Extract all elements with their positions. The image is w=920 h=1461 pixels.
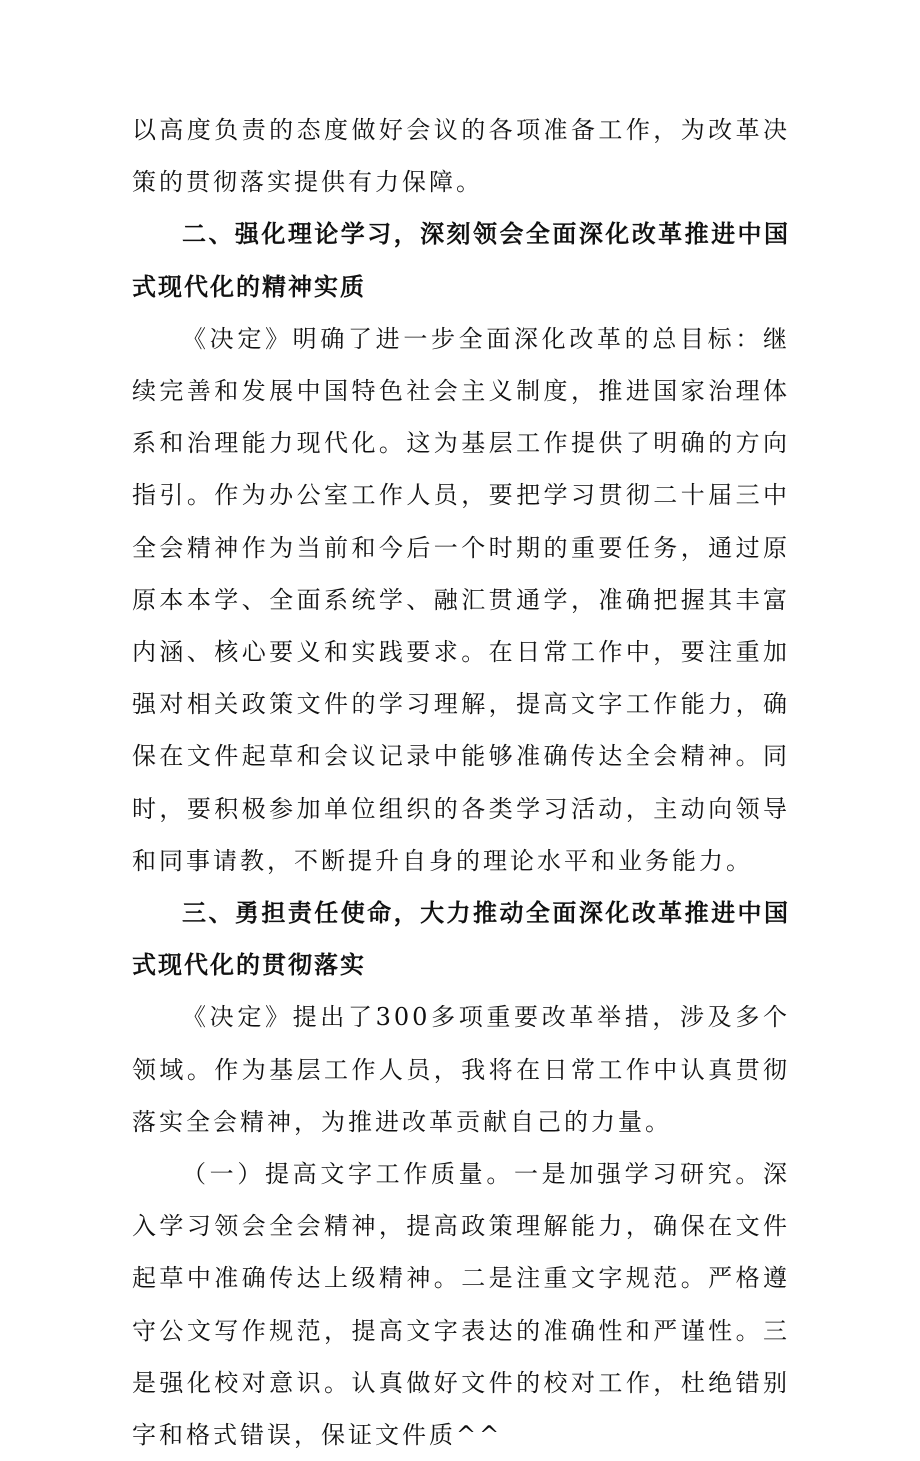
paragraph-continuation: 以高度负责的态度做好会议的各项准备工作，为改革决策的贯彻落实提供有力保障。	[132, 116, 790, 197]
section-heading-3: 三、勇担责任使命，大力推动全面深化改革推进中国式现代化的贯彻落实	[132, 899, 790, 980]
document-body	[132, 104, 790, 1461]
paragraph-theory-study: 《决定》明确了进一步全面深化改革的总目标：继续完善和发展中国特色社会主义制度，推进国家治理体系和治理能力现代化。这为基层工作提供了明确的方向指引。作为办公室工作人员，要把学习贯彻二十届三中全会精神作为当前和今后一个时期的重要任务，通过原原本本学、全面系统学、融汇贯通学，准确把握其丰富内涵、核心要义和实践要求。在日常工作中，要注重加强对相关政策文件的学习理解，提高文字工作能力，确保在文件起草和会议记录中能够准确传达全会精神。同时，要积极参加单位组织的各类学习活动，主动向领导和同事请教，不断提升自身的理论水平和业务能力。	[132, 324, 790, 875]
paragraph-writing-quality: （一）提高文字工作质量。一是加强学习研究。深入学习领会全会精神，提高政策理解能力，确保在文件起草中准确传达上级精神。二是注重文字规范。严格遵守公文写作规范，提高文字表达的准确性和严谨性。三是强化校对意识。认真做好文件的校对工作，杜绝错别字和格式错误，保证文件质^^	[132, 1160, 790, 1450]
section-heading-2: 二、强化理论学习，深刻领会全面深化改革推进中国式现代化的精神实质	[132, 220, 790, 301]
paragraph-reform-measures: 《决定》提出了300多项重要改革举措，涉及多个领域。作为基层工作人员，我将在日常工作中认真贯彻落实全会精神，为推进改革贡献自己的力量。	[132, 1003, 790, 1136]
